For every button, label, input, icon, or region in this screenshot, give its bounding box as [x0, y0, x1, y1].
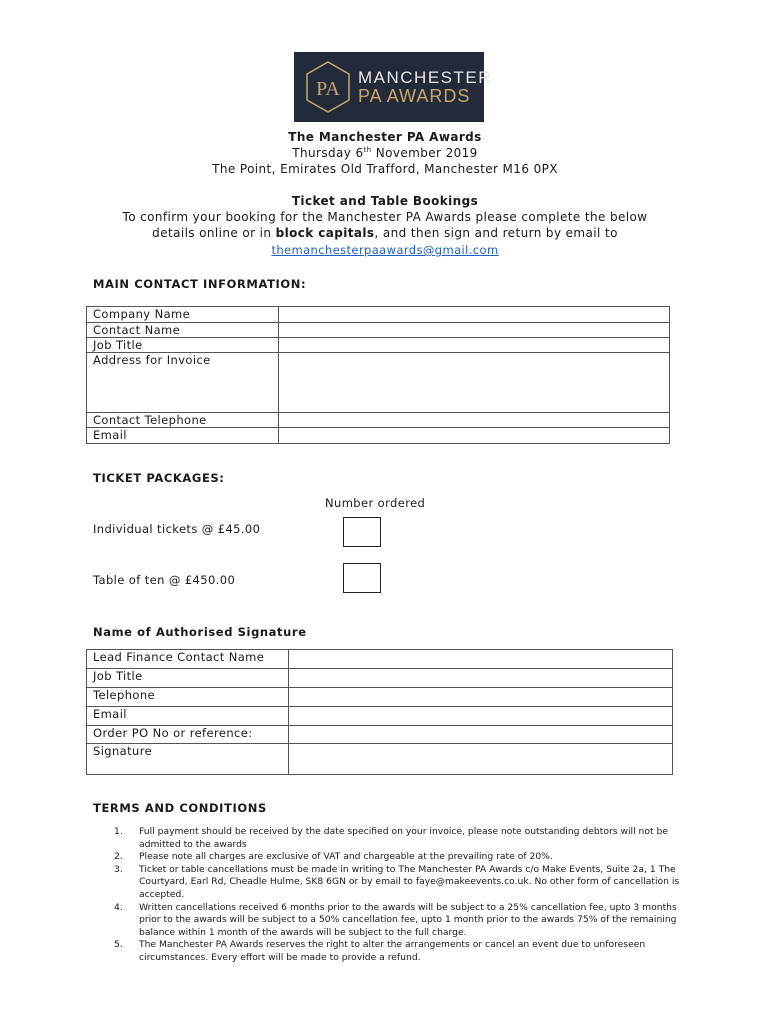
- table-row: [87, 413, 670, 428]
- number-ordered-label: Number ordered: [325, 496, 426, 510]
- list-item: 4. Written cancellations received 6 months prior to the awards will be subject to a 25% cancellation fee, upto 3 months prior to the awards will be subject to a 50% cancellation fee, upto 1 month prior to the awards 75% of the remaining balance within 1 month of the awards will be subject to the full charge.: [114, 901, 677, 938]
- order-po-input[interactable]: [289, 726, 673, 744]
- company-name-input[interactable]: [279, 307, 670, 323]
- event-date: Thursday 6th November 2019: [292, 146, 478, 160]
- table-row: [87, 707, 673, 726]
- job-title-label: Job Title: [87, 338, 279, 353]
- table-of-ten-quantity-box[interactable]: [343, 563, 381, 593]
- list-item: 3. Ticket or table cancellations must be made in writing to The Manchester PA Awards c/o Make Events, Suite 2a, 1 The Courtyard, Earl Rd, Cheadle Hulme, SK8 6GN or by email to faye@makeevents.co.uk. No other form of cancellation is accepted.: [114, 863, 680, 900]
- table-of-ten-label: Table of ten @ £450.00: [93, 573, 236, 587]
- logo-line2: PA AWARDS: [358, 86, 471, 106]
- table-row: [87, 323, 670, 338]
- order-po-label: Order PO No or reference:: [87, 726, 289, 744]
- contact-telephone-label: Contact Telephone: [87, 413, 279, 428]
- event-venue: The Point, Emirates Old Trafford, Manchester M16 0PX: [212, 162, 558, 176]
- table-row: [87, 428, 670, 444]
- company-name-label: Company Name: [87, 307, 279, 323]
- individual-tickets-quantity-box[interactable]: [343, 517, 381, 547]
- email-input[interactable]: [279, 428, 670, 444]
- contact-email-link[interactable]: themanchesterpaawards@gmail.com: [271, 243, 499, 257]
- signature-input[interactable]: [289, 744, 673, 775]
- list-item: 2. Please note all charges are exclusive of VAT and chargeable at the prevailing rate of 20%.: [114, 851, 553, 863]
- invoice-address-label: Address for Invoice: [87, 353, 279, 413]
- main-contact-heading: MAIN CONTACT INFORMATION:: [93, 277, 307, 291]
- signatory-email-input[interactable]: [289, 707, 673, 726]
- hexagon-logo-icon: [304, 60, 352, 114]
- signatory-telephone-label: Telephone: [87, 688, 289, 707]
- contact-telephone-input[interactable]: [279, 413, 670, 428]
- terms-list: [114, 826, 684, 965]
- table-row: [87, 726, 673, 744]
- intro-line-2: details online or in block capitals, and then sign and return by email to: [152, 226, 618, 240]
- table-row: [87, 338, 670, 353]
- authorised-signature-heading: Name of Authorised Signature: [93, 625, 307, 639]
- table-row: [87, 688, 673, 707]
- terms-heading: TERMS AND CONDITIONS: [93, 801, 267, 815]
- signatory-email-label: Email: [87, 707, 289, 726]
- list-item: 5. The Manchester PA Awards reserves the right to alter the arrangements or cancel an event due to unforeseen circumstances. Every effort will be made to provide a refund.: [114, 939, 646, 963]
- lead-finance-contact-label: Lead Finance Contact Name: [87, 650, 289, 669]
- main-contact-table: [86, 306, 670, 444]
- signature-table: [86, 649, 673, 775]
- signatory-telephone-input[interactable]: [289, 688, 673, 707]
- table-row: [87, 669, 673, 688]
- table-row: [87, 650, 673, 669]
- lead-finance-contact-input[interactable]: [289, 650, 673, 669]
- invoice-address-input[interactable]: [279, 353, 670, 413]
- contact-name-label: Contact Name: [87, 323, 279, 338]
- list-item: 1. Full payment should be received by the date specified on your invoice, please note outstanding debtors will not be admitted to the awards: [114, 826, 668, 850]
- signatory-job-title-label: Job Title: [87, 669, 289, 688]
- booking-section-title: Ticket and Table Bookings: [291, 194, 479, 208]
- event-logo: [294, 52, 493, 122]
- intro-line-1: To confirm your booking for the Manchester PA Awards please complete the below: [122, 210, 648, 224]
- svg-text:PA: PA: [316, 78, 340, 100]
- job-title-input[interactable]: [279, 338, 670, 353]
- email-link-wrap: [0, 243, 770, 257]
- signatory-job-title-input[interactable]: [289, 669, 673, 688]
- event-title: The Manchester PA Awards: [288, 130, 482, 144]
- ticket-packages-heading: TICKET PACKAGES:: [93, 471, 225, 485]
- table-row: [87, 744, 673, 775]
- signature-label: Signature: [87, 744, 289, 775]
- logo-line1: MANCHESTER: [358, 68, 493, 87]
- contact-name-input[interactable]: [279, 323, 670, 338]
- table-row: [87, 307, 670, 323]
- table-row: [87, 353, 670, 413]
- email-label: Email: [87, 428, 279, 444]
- individual-tickets-label: Individual tickets @ £45.00: [93, 522, 261, 536]
